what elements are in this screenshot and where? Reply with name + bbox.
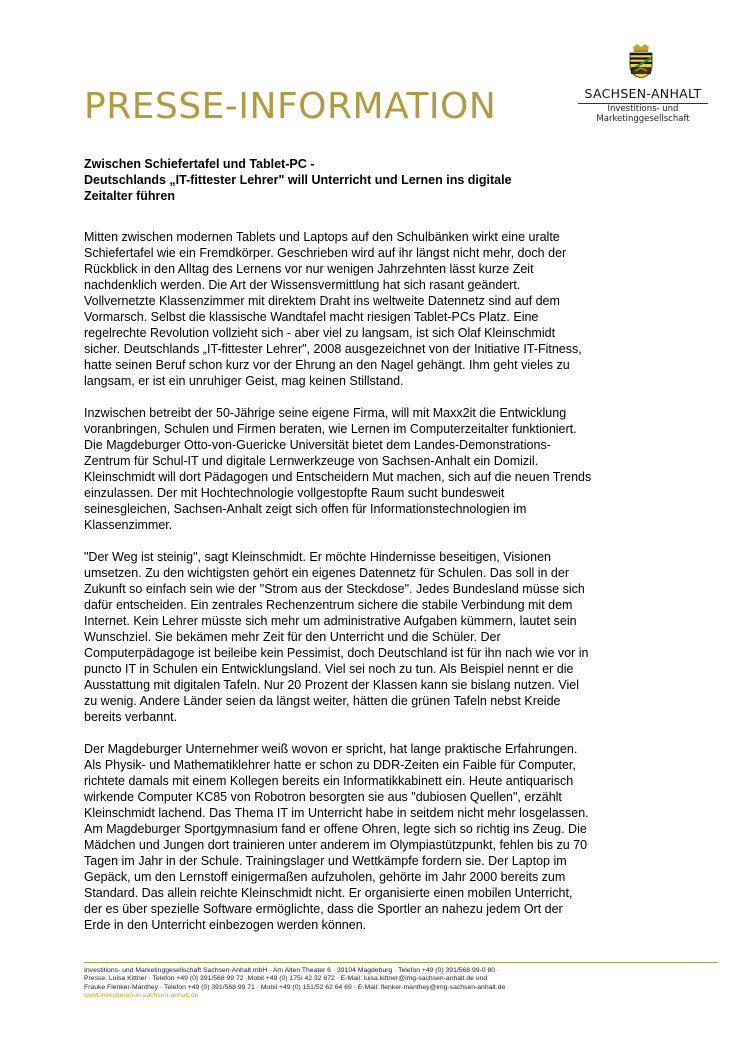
text-line: umsetzen. Zu den wichtigsten gehört ein eigenes Datennetz für Schulen. Das soll in der: [84, 566, 569, 580]
text-line: langsam, er ist ein unruhiger Geist, mag keinen Stillstand.: [84, 374, 404, 388]
text-line: bereits verbannt.: [84, 710, 178, 724]
text-line: Zukunft so einfach sein wie der "Strom aus der Steckdose". Jedes Bundesland müsse sich: [84, 582, 585, 596]
footer-contact: [84, 967, 718, 1001]
text-line: Gepäck, um den Lernstoff einigermaßen aufzuholen, gehörte im Jahr 2000 bereits zum: [84, 870, 566, 884]
text-line: hatte seinen Beruf schon kurz vor der Ehrung an den Nagel gehängt. Ihm geht vieles zu: [84, 358, 570, 372]
footer-press-contact-line: Frauke Flenker-Manthey · Telefon +49 (0) 391/568 99 71 · Mobil +49 (0) 151/52 62 64 69 · E-Mail: flenker-manthey@img-sachsen-anhalt.de: [84, 983, 506, 991]
text-line: "Der Weg ist steinig", sagt Kleinschmidt. Er möchte Hindernisse beseitigen, Visionen: [84, 550, 551, 564]
paragraph: [84, 741, 644, 933]
text-line: wirkende Computer KC85 von Robotron besorgten sie aus "dubiosen Quellen", erzählt: [84, 790, 562, 804]
text-line: richtete damals mit einem Kollegen bereits ein Informatikkabinett ein. Heute antiquarisch: [84, 774, 574, 788]
text-line: Vollvernetzte Klassenzimmer mit direktem Draht ins weltweite Datennetz sind auf dem: [84, 294, 560, 308]
text-line: Wunschziel. Sie bekämen mehr Zeit für den Unterricht und die Schüler. Der: [84, 630, 501, 644]
text-line: Mitten zwischen modernen Tablets und Laptops auf den Schulbänken wirkt eine uralte: [84, 230, 560, 244]
text-line: Kleinschmidt lachend. Das Thema IT im Unterricht habe in seitdem nicht mehr losgelassen.: [84, 806, 589, 820]
page-title: PRESSE-INFORMATION: [84, 86, 497, 127]
footer-address-line: Investitions- und Marketinggesellschaft Sachsen-Anhalt mbH · Am Alten Theater 6 · 39104 Magdeburg · Telefon +49 (0) 391/568 99-0 80 ·: [84, 967, 500, 974]
text-line: Der Magdeburger Unternehmer weiß wovon er spricht, hat lange praktische Erfahrungen.: [84, 742, 578, 756]
headline-line: Deutschlands „IT-fittester Lehrer" will Unterricht und Lernen ins digitale: [84, 173, 512, 187]
logo-subtitle: [578, 105, 708, 124]
text-line: zu wenig. Andere Länder seien da längst weiter, hätten die grünen Tafeln nebst Kreide: [84, 694, 561, 708]
coat-of-arms-icon: [628, 44, 654, 78]
text-line: der es über spezielle Software ermöglichte, dass die Sportler an nahezu jedem Ort der: [84, 902, 563, 916]
text-line: Erde in den Unterricht einbezogen werden können.: [84, 918, 367, 932]
text-line: Am Magdeburger Sportgymnasium fand er offene Ohren, legte sich so richtig ins Zeug. Die: [84, 822, 587, 836]
paragraph: [84, 229, 644, 389]
text-line: Kleinschmidt will dort Pädagogen und Entscheidern Mut machen, sich auf die neuen Trends: [84, 470, 592, 484]
logo-subtitle-line: Marketinggesellschaft: [596, 113, 690, 124]
text-line: einzulassen. Der mit Hochtechnologie vollgestopfte Raum sucht bundesweit: [84, 486, 505, 500]
text-line: Zentrum für Schul-IT und digitale Lernwerkzeuge von Sachsen-Anhalt ein Domizil.: [84, 454, 539, 468]
text-line: Standard. Das allein reichte Kleinschmidt nicht. Er organisierte einen mobilen Unterricht,: [84, 886, 573, 900]
paragraph: [84, 549, 644, 725]
text-line: sicher. Deutschlands „IT-fittester Lehrer", 2008 ausgezeichnet von der Initiative IT-Fitness,: [84, 342, 582, 356]
text-line: Die Magdeburger Otto-von-Guericke Universität bietet dem Landes-Demonstrations-: [84, 438, 551, 452]
footer-website-link[interactable]: www.investieren-in-sachsen-anhalt.de: [84, 992, 199, 1000]
headline-line: Zeitalter führen: [84, 189, 175, 203]
text-line: Mädchen und Jungen dort trainieren unter anderem im Olympiastützpunkt, fehlen bis zu 70: [84, 838, 588, 852]
logo-wordmark: SACHSEN-ANHALT: [584, 86, 702, 101]
text-line: Vormarsch. Selbst die klassische Wandtafel macht riesigen Tablet-PCs Platz. Eine: [84, 310, 539, 324]
article-body: [84, 229, 644, 949]
text-line: Internet. Kein Lehrer müsste sich mehr um administrative Aufgaben kümmern, lautet sein: [84, 614, 577, 628]
text-line: Ausstattung mit digitalen Tafeln. Nur 20 Prozent der Klassen kann sie bislang nutzen. Viel: [84, 678, 579, 692]
article-headline: [84, 156, 604, 204]
footer-press-contact-line: Presse: Luisa Kittner · Telefon +49 (0) 391/568 99 72 ·Mobil +49 (0) 175/ 42 32 872 · E-Mail: luisa.kittner@img-sachsen-anhalt.de und: [84, 975, 488, 983]
text-line: Klassenzimmer.: [84, 518, 173, 532]
text-line: dafür entscheiden. Ein zentrales Rechenzentrum sichere die stabile Verbindung mit dem: [84, 598, 573, 612]
text-line: Als Physik- und Mathematiklehrer hatte er schon zu DDR-Zeiten ein Faible für Computer,: [84, 758, 576, 772]
paragraph: [84, 405, 644, 533]
footer-divider: [84, 962, 718, 963]
text-line: puncto IT in Schulen ein Entwicklungsland. Viel sei noch zu tun. Als Beispiel nennt er die: [84, 662, 574, 676]
text-line: Rückblick in den Alltag des Lernens vor nur wenigen Jahrzehnten lässt kurze Zeit: [84, 262, 534, 276]
text-line: Schiefertafel wie ein Fremdkörper. Geschrieben wird auf ihr längst nicht mehr, doch der: [84, 246, 567, 260]
text-line: Tagen im Jahr in der Schule. Trainingslager und Wettkämpfe fordern sie. Der Laptop im: [84, 854, 567, 868]
text-line: Computerpädagoge ist beileibe kein Pessimist, doch Deutschland ist für ihn nach wie vor in: [84, 646, 589, 660]
text-line: voranbringen, Schulen und Firmen beraten, wie Lernen im Computerzeitalter funktioniert.: [84, 422, 577, 436]
text-line: nachdenklich werden. Die Art der Wissensvermittlung hat sich rasant geändert.: [84, 278, 521, 292]
headline-line: Zwischen Schiefertafel und Tablet-PC -: [84, 157, 315, 171]
logo-subtitle-line: Investitions- und: [607, 104, 679, 114]
text-line: Inzwischen betreibt der 50-Jährige seine eigene Firma, will mit Maxx2it die Entwicklung: [84, 406, 567, 420]
text-line: regelrechte Revolution vollzieht sich - aber viel zu langsam, ist sich Olaf Kleinschmidt: [84, 326, 556, 340]
text-line: seinesgleichen, Sachsen-Anhalt zeigt sich offen für Informationstechnologien im: [84, 502, 527, 516]
